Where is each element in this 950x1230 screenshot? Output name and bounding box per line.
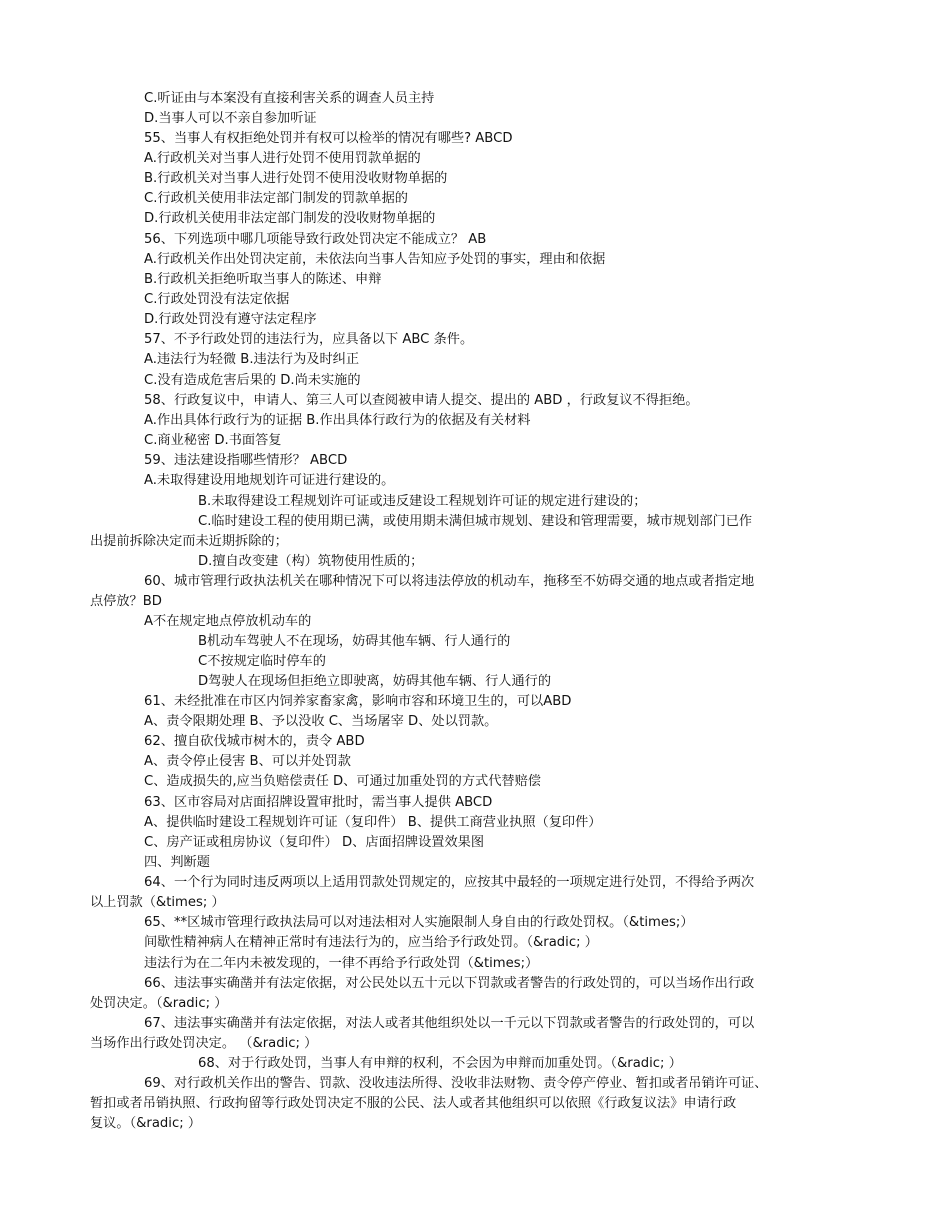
text-line: B.未取得建设工程规划许可证或违反建设工程规划许可证的规定进行建设的； xyxy=(198,494,647,509)
text-line: A.行政机关作出处罚决定前，未依法向当事人告知应予处罚的事实，理由和依据 xyxy=(144,252,606,267)
question-65: 65、**区城市管理行政执法局可以对违法相对人实施限制人身自由的行政处罚权。（&times;） xyxy=(144,915,694,930)
text-line: B.行政机关拒绝听取当事人的陈述、申辩 xyxy=(144,272,382,287)
text-line: D.行政机关使用非法定部门制发的没收财物单据的 xyxy=(144,211,436,226)
question-59: 59、违法建设指哪些情形？ ABCD xyxy=(144,453,348,468)
question-56: 56、下列选项中哪几项能导致行政处罚决定不能成立？ AB xyxy=(144,232,487,247)
text-line: 复议。（&radic; ） xyxy=(90,1116,202,1131)
text-line: A不在规定地点停放机动车的 xyxy=(144,614,312,629)
question-55: 55、当事人有权拒绝处罚并有权可以检举的情况有哪些? ABCD xyxy=(144,131,513,146)
question-69: 69、对行政机关作出的警告、罚款、没收违法所得、没收非法财物、责令停产停业、暂扣或者吊销许可证、 xyxy=(144,1076,768,1091)
question-62: 62、擅自砍伐城市树木的，责令 ABD xyxy=(144,734,365,749)
text-line: D.擅自改变建（构）筑物使用性质的； xyxy=(198,554,424,569)
question-63: 63、区市容局对店面招牌设置审批时，需当事人提供 ABCD xyxy=(144,795,493,810)
text-line: 点停放？BD xyxy=(90,594,162,609)
text-line: C.听证由与本案没有直接利害关系的调查人员主持 xyxy=(144,91,435,106)
text-line: A、提供临时建设工程规划许可证（复印件） B、提供工商营业执照（复印件） xyxy=(144,815,602,830)
text-line: A、责令限期处理 B、予以没收 C、当场屠宰 D、处以罚款。 xyxy=(144,714,498,729)
text-line: B机动车驾驶人不在现场，妨碍其他车辆、行人通行的 xyxy=(198,634,511,649)
question-60: 60、城市管理行政执法机关在哪种情况下可以将违法停放的机动车，拖移至不妨碍交通的地点或者指定地 xyxy=(144,574,755,589)
question-66: 66、违法事实确凿并有法定依据，对公民处以五十元以下罚款或者警告的行政处罚的，可以当场作出行政 xyxy=(144,976,755,991)
text-line: D驾驶人在现场但拒绝立即驶离，妨碍其他车辆、行人通行的 xyxy=(198,674,552,689)
text-line: C.商业秘密 D.书面答复 xyxy=(144,433,282,448)
question-57: 57、不予行政处罚的违法行为，应具备以下 ABC 条件。 xyxy=(144,332,474,347)
question-58: 58、行政复议中，申请人、第三人可以查阅被申请人提交、提出的 ABD ，行政复议不得拒绝。 xyxy=(144,393,699,408)
text-line: D.当事人可以不亲自参加听证 xyxy=(144,111,317,126)
text-line: A.违法行为轻微 B.违法行为及时纠正 xyxy=(144,352,360,367)
text-line: C.没有造成危害后果的 D.尚未实施的 xyxy=(144,373,361,388)
text-line: 当场作出行政处罚决定。 （&radic; ） xyxy=(90,1036,318,1051)
text-line: 以上罚款（&times; ） xyxy=(90,895,225,910)
text-line: 出提前拆除决定而未近期拆除的； xyxy=(90,534,288,549)
text-line: C.临时建设工程的使用期已满，或使用期未满但城市规划、建设和管理需要，城市规划部门已作 xyxy=(198,514,753,529)
text-line: A.行政机关对当事人进行处罚不使用罚款单据的 xyxy=(144,151,421,166)
text-line: 暂扣或者吊销执照、行政拘留等行政处罚决定不服的公民、法人或者其他组织可以依照《行政复议法》申请行政 xyxy=(90,1096,737,1111)
text-line: B.行政机关对当事人进行处罚不使用没收财物单据的 xyxy=(144,171,448,186)
question-68: 68、对于行政处罚，当事人有申辩的权利，不会因为申辩而加重处罚。（&radic; ） xyxy=(198,1056,682,1071)
question-61: 61、未经批准在市区内饲养家畜家禽，影响市容和环境卫生的，可以ABD xyxy=(144,694,572,709)
question-67: 67、违法事实确凿并有法定依据，对法人或者其他组织处以一千元以下罚款或者警告的行政处罚的，可以 xyxy=(144,1016,755,1031)
text-line: A.作出具体行政行为的证据 B.作出具体行政行为的依据及有关材料 xyxy=(144,413,531,428)
text-line: C.行政处罚没有法定依据 xyxy=(144,292,290,307)
text-line: C、房产证或租房协议（复印件） D、店面招牌设置效果图 xyxy=(144,835,485,850)
text-line: C、造成损失的,应当负赔偿责任 D、可通过加重处罚的方式代替赔偿 xyxy=(144,774,541,789)
text-line: 违法行为在二年内未被发现的，一律不再给予行政处罚（&times;） xyxy=(144,956,539,971)
text-line: A、责令停止侵害 B、可以并处罚款 xyxy=(144,754,351,769)
text-line: D.行政处罚没有遵守法定程序 xyxy=(144,312,317,327)
section-heading: 四、判断题 xyxy=(144,855,210,870)
text-line: 间歇性精神病人在精神正常时有违法行为的，应当给予行政处罚。（&radic; ） xyxy=(144,935,598,950)
text-line: 处罚决定。（&radic; ） xyxy=(90,996,228,1011)
question-64: 64、一个行为同时违反两项以上适用罚款处罚规定的，应按其中最轻的一项规定进行处罚，不得给予两次 xyxy=(144,875,755,890)
text-line: C.行政机关使用非法定部门制发的罚款单据的 xyxy=(144,191,408,206)
text-line: A.未取得建设用地规划许可证进行建设的。 xyxy=(144,473,395,488)
text-line: C不按规定临时停车的 xyxy=(198,654,326,669)
